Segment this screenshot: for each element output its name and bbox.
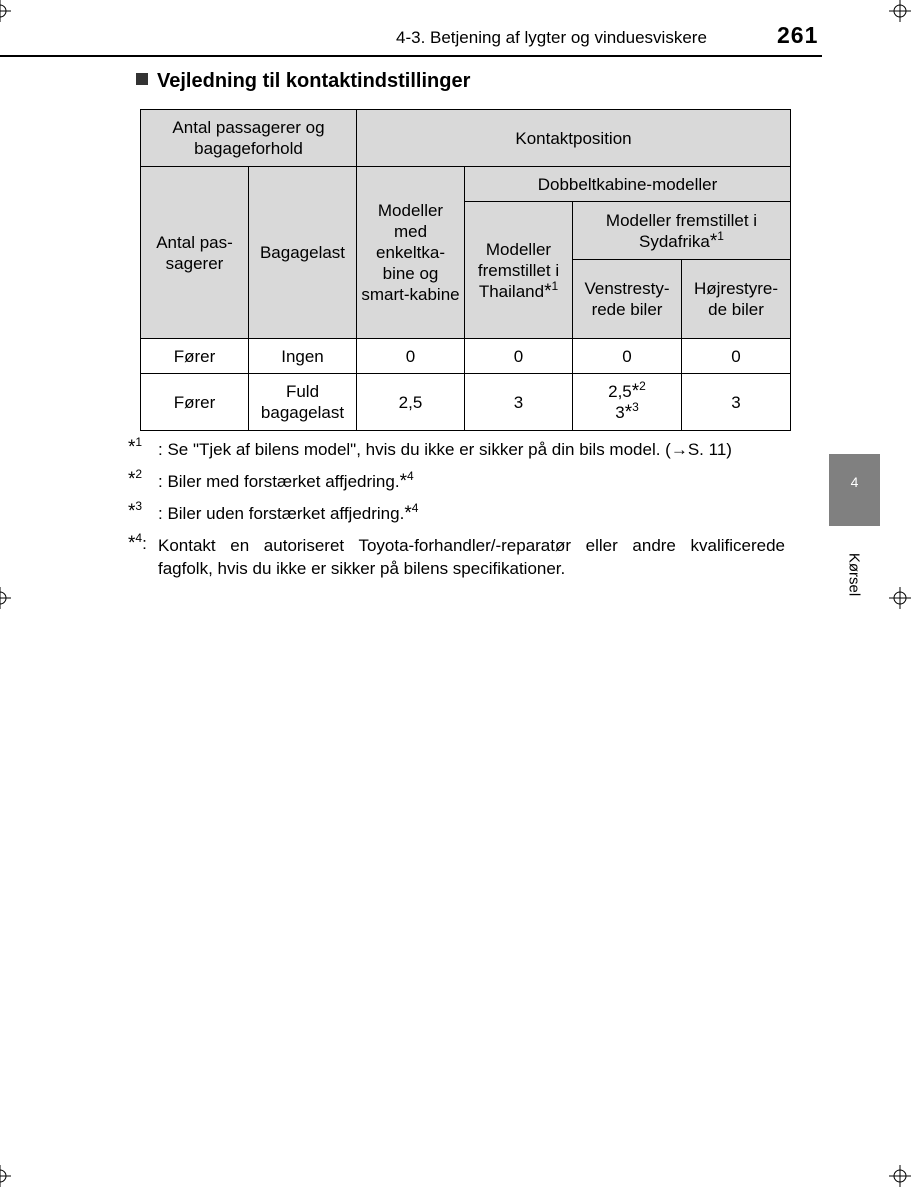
footnote-star: * [544,280,552,302]
footnote-ref: 4 [411,501,419,515]
section-title-text: Vejledning til kontaktindstillinger [157,70,471,92]
chapter-tab-number: 4 [850,474,859,490]
footnote-label [128,468,142,491]
footnote-ref: 4 [406,469,414,483]
footnote-star: * [631,381,640,402]
cell-thailand: 3 [465,374,573,431]
cell-lhd-line-2 [576,402,678,423]
square-bullet-icon [136,73,148,85]
footnote-4 [128,531,785,580]
footnote-3 [128,499,785,525]
header-lhd: Venstresty-rede biler [573,260,682,339]
footnote-label [128,436,142,459]
footnote-number: 3 [135,499,143,513]
footnote-star: * [404,503,412,524]
cell-luggage: Ingen [249,339,357,374]
cell-lhd-line-1 [576,381,678,402]
header-switch-position: Kontaktposition [357,110,791,167]
footnote-star: * [128,437,136,458]
footnote-colon: : [142,534,147,553]
chapter-tab [829,454,880,526]
footnote-ref: 2 [639,379,646,393]
cell-luggage: Fuld bagagelast [249,374,357,431]
cell-value: 3 [615,403,625,422]
header-num-passengers: Antal pas-sagerer [141,167,249,339]
footnote-label [128,500,142,523]
cell-rhd: 3 [682,374,791,431]
footnote-star: * [128,533,136,554]
cell-value: 2,5 [608,382,632,401]
footnote-star: * [128,469,136,490]
footnote-text-body: : Biler uden forstærket affjedring. [158,504,405,523]
footnote-text [158,470,785,493]
footnote-text: : Se "Tjek af bilens model", hvis du ikke er sikker på din bils model. (→S. 11) [158,440,732,459]
header-thailand-text: Modeller fremstillet i Thailand [477,239,560,301]
header-luggage: Bagagelast [249,167,357,339]
header-south-africa-text: Modeller fremstillet i Sydafrika [605,210,758,251]
cell-passengers: Fører [141,374,249,431]
header-thailand [465,202,573,339]
header-double-cab: Dobbeltkabine-modeller [465,167,791,202]
cell-single: 2,5 [357,374,465,431]
page-number: 261 [777,22,819,48]
footnote-number: 4 [135,531,143,545]
footnote-star: * [399,471,407,492]
table-row [141,374,791,431]
section-title [136,70,470,93]
header-passengers-luggage: Antal passagerer og bagageforhold [141,110,357,167]
footnote-star: * [709,230,718,252]
cell-lhd [573,374,682,431]
header-rhd: Højrestyre-de biler [682,260,791,339]
footnote-ref: 1 [717,228,724,243]
chapter-tab-label: Kørsel [845,552,863,597]
registration-mark-icon [0,1165,11,1187]
footnote-1 [128,435,785,461]
footnote-number: 2 [135,467,143,481]
footnote-text: Kontakt en autoriseret Toyota-forhandler/-reparatør eller andre kvalificerede fagfolk, hvis du ikke er sikker på bilens specifikationer. [158,536,785,578]
footnote-text [158,502,785,525]
cell-single: 0 [357,339,465,374]
registration-mark-icon [889,587,911,609]
footnote-2 [128,467,785,493]
registration-mark-icon [0,0,11,22]
footnote-label [128,532,147,555]
chapter-title: 4-3. Betjening af lygter og vinduesviskere [396,28,707,47]
footnote-text-body: : Biler med forstærket affjedring. [158,472,400,491]
header-rule [0,55,822,57]
footnote-ref: 1 [551,278,559,293]
registration-mark-icon [889,1165,911,1187]
header-single-cab: Modeller med enkeltka-bine og smart-kabine [357,167,465,339]
header-south-africa [573,202,791,260]
cell-thailand: 0 [465,339,573,374]
footnote-ref: 3 [632,400,639,414]
footnote-star: * [624,402,633,423]
footnote-star: * [128,501,136,522]
cell-lhd: 0 [573,339,682,374]
registration-mark-icon [0,587,11,609]
cell-passengers: Fører [141,339,249,374]
registration-mark-icon [889,0,911,22]
footnotes [128,435,785,589]
table-row [141,339,791,374]
cell-rhd: 0 [682,339,791,374]
footnote-number: 1 [135,435,143,449]
switch-settings-table [140,109,791,431]
